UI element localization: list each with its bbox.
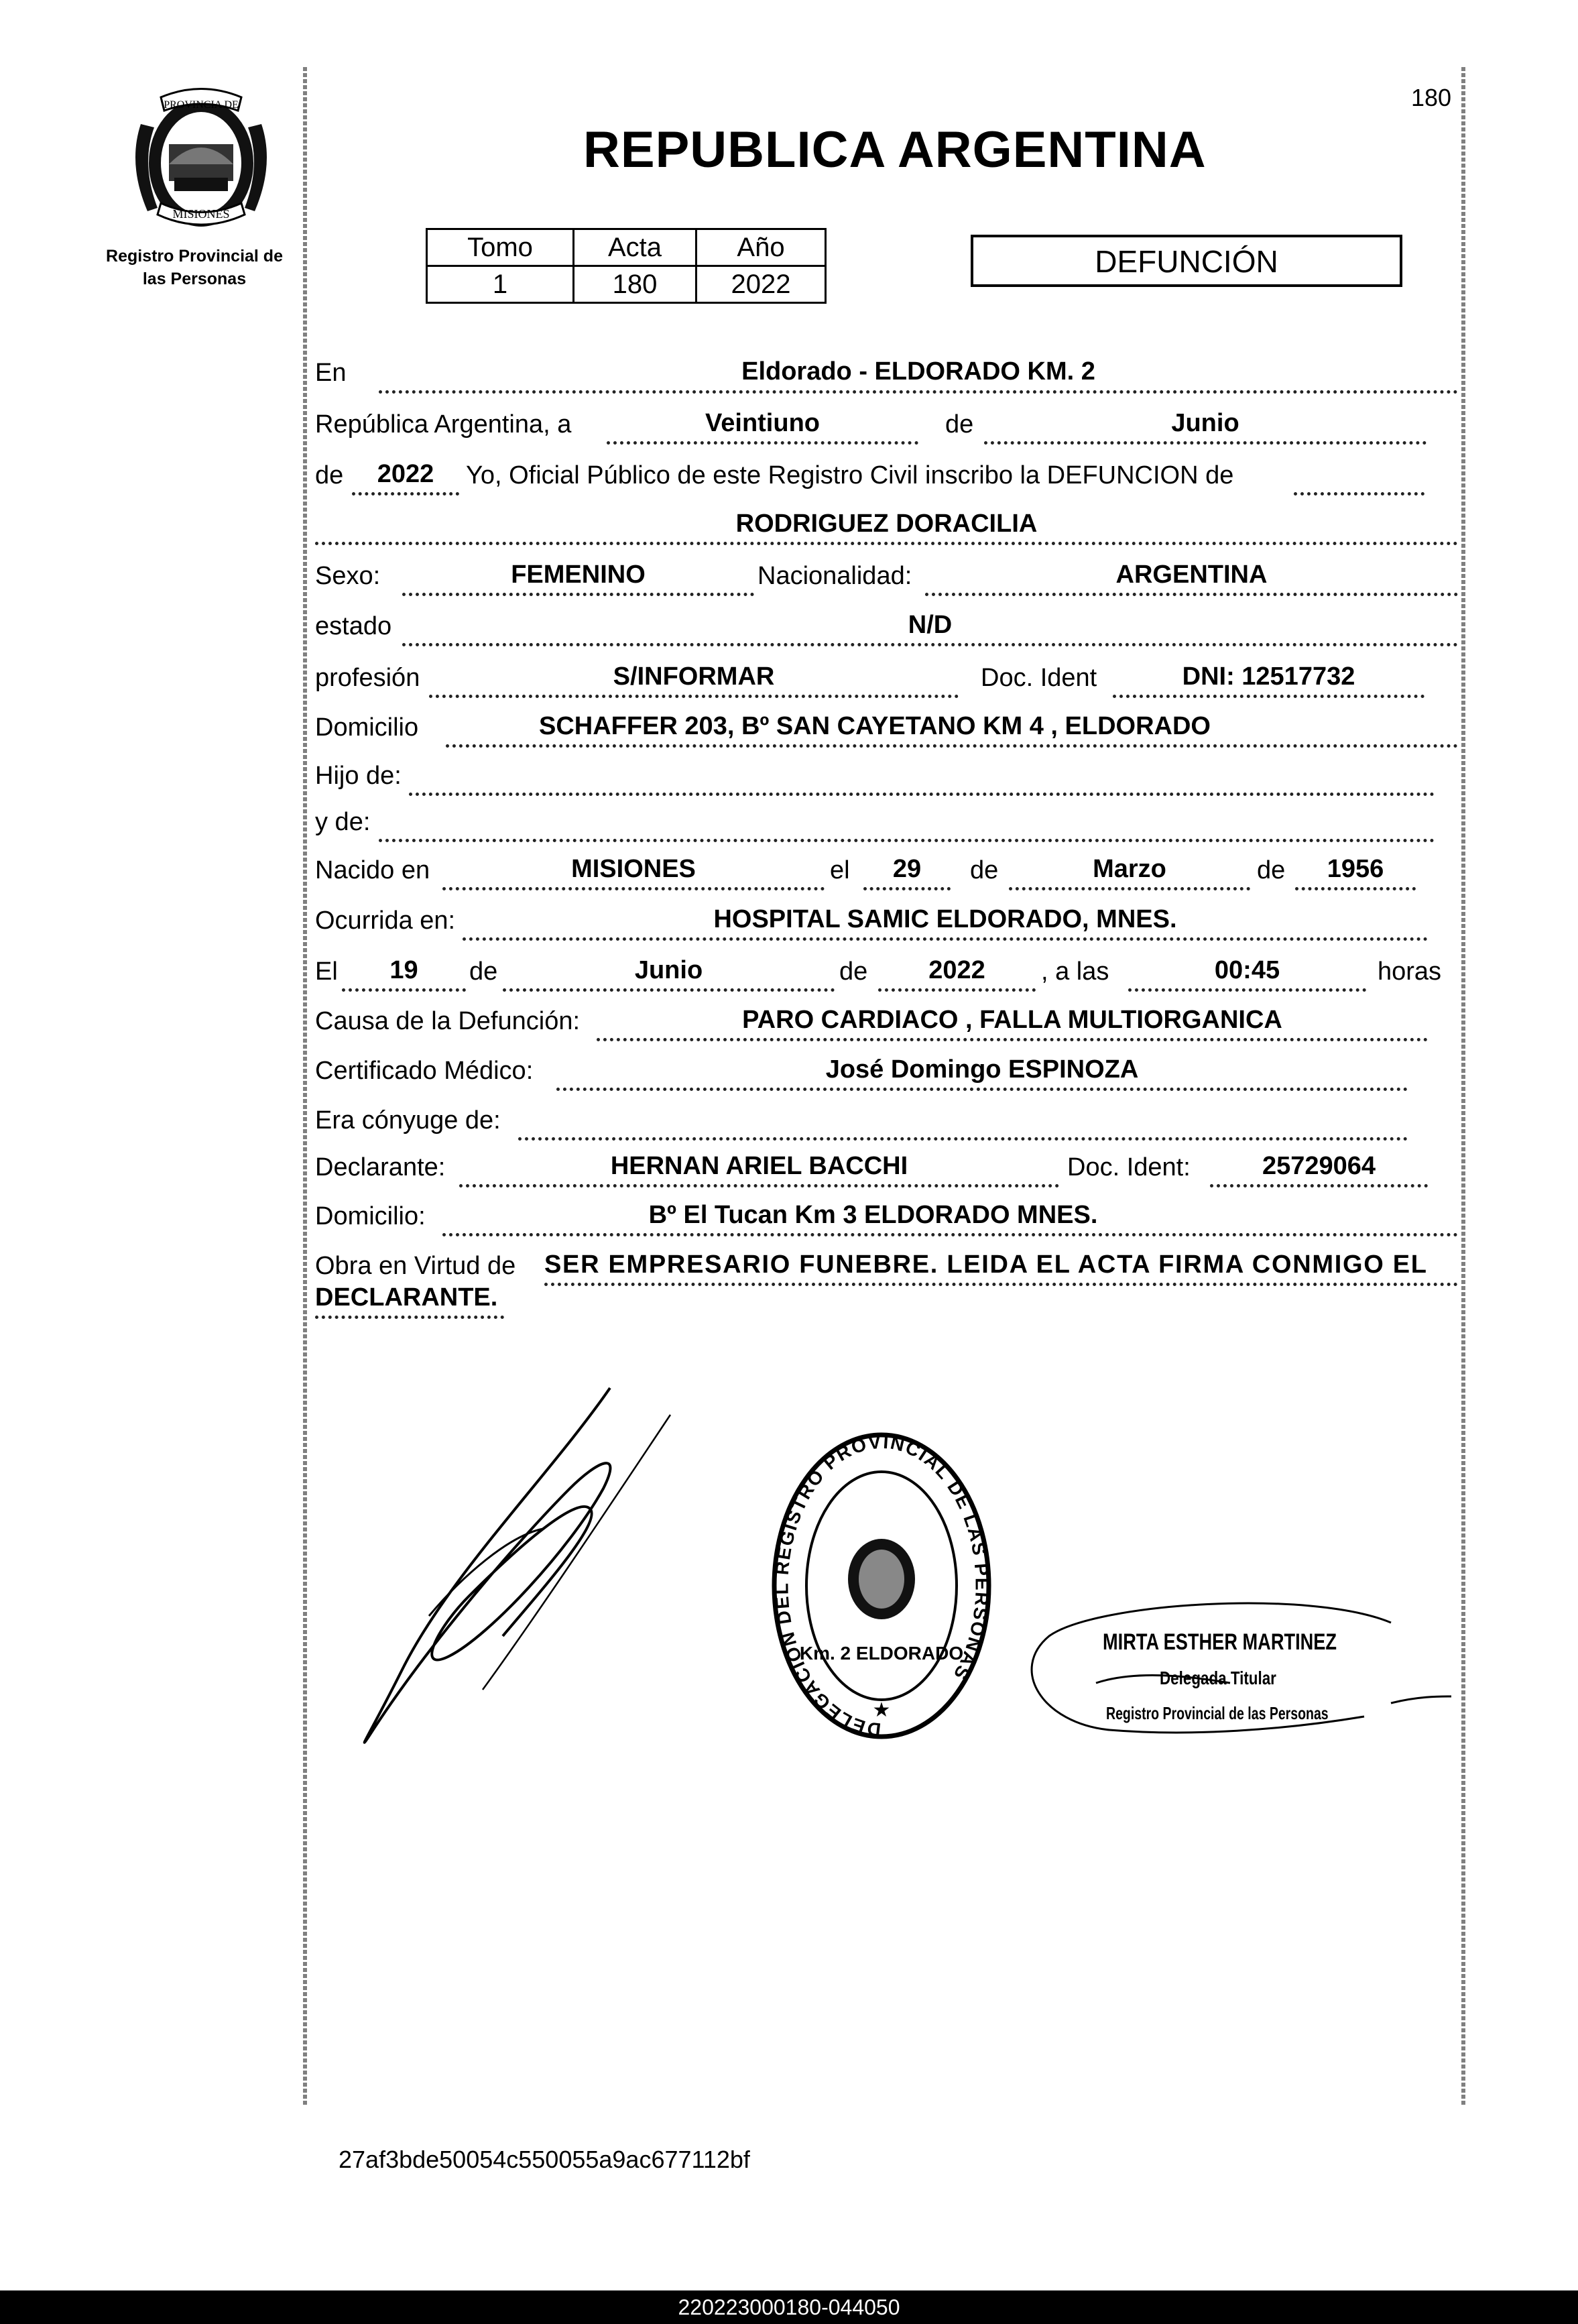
ocurrida-value: HOSPITAL SAMIC ELDORADO, MNES. (713, 905, 1177, 933)
footer-bar (0, 2290, 1578, 2324)
nac-mes-value: Marzo (1093, 855, 1166, 883)
label-oficial: Yo, Oficial Público de este Registro Civil inscribo la DEFUNCION de (466, 461, 1234, 489)
certificado-value: José Domingo ESPINOZA (825, 1055, 1139, 1084)
official-role: Delegada Titular (1160, 1668, 1276, 1688)
line-def-hora (1128, 988, 1366, 992)
nac-anio-value: 1956 (1327, 855, 1384, 883)
profesion-value: S/INFORMAR (613, 662, 775, 691)
line-sexo (402, 593, 754, 596)
estado-value: N/D (908, 611, 953, 639)
label-a-las: , a las (1041, 957, 1109, 986)
def-anio-value: 2022 (928, 956, 985, 984)
tomo-value: 1 (427, 266, 574, 303)
line-documento (1113, 695, 1424, 698)
emblem-top-text: PROVINCIA DE (164, 99, 239, 111)
document-hash: 27af3bde50054c550055a9ac677112bf (339, 2146, 750, 2173)
label-doc-ident: Doc. Ident (981, 664, 1097, 692)
line-def-mes (503, 988, 835, 992)
line-profesion (429, 695, 959, 698)
label-republica: República Argentina, a (315, 410, 572, 439)
right-margin-line (1461, 67, 1465, 2105)
label-doc-ident-2: Doc. Ident: (1067, 1153, 1191, 1181)
emblem-bottom-text: MISIONES (172, 207, 230, 221)
line-def-dia (342, 988, 466, 992)
line-nac-dia (863, 887, 951, 890)
line-conyuge (518, 1137, 1408, 1141)
line-oficial (1294, 492, 1424, 496)
obra-line-1: SER EMPRESARIO FUNEBRE. LEIDA EL ACTA FIRMA CONMIGO EL (544, 1251, 1428, 1279)
line-domicilio-2 (442, 1233, 1458, 1236)
official-office: Registro Provincial de las Personas (1106, 1703, 1329, 1723)
label-de-6: de (839, 957, 868, 986)
causa-value: PARO CARDIACO , FALLA MULTIORGANICA (742, 1006, 1282, 1034)
label-obra-virtud: Obra en Virtud de (315, 1252, 516, 1280)
label-y-de: y de: (315, 808, 371, 836)
footer-code: 220223000180-044050 (678, 2295, 900, 2319)
label-nacido-en: Nacido en (315, 856, 430, 884)
anio-header: Año (696, 229, 826, 266)
line-estado (402, 643, 1458, 646)
label-profesion: profesión (315, 664, 420, 692)
record-type-box: DEFUNCIÓN (971, 235, 1402, 287)
acta-header: Acta (574, 229, 696, 266)
line-declarante (459, 1184, 1059, 1187)
acta-value: 180 (574, 266, 696, 303)
label-El: El (315, 957, 338, 986)
left-margin-line (303, 67, 307, 2105)
label-hijo-de: Hijo de: (315, 762, 402, 790)
registry-label: Registro Provincial de las Personas (106, 247, 283, 288)
line-nacido-en (442, 887, 825, 890)
def-dia-value: 19 (389, 956, 418, 984)
anio-value-text: 2022 (377, 460, 434, 488)
label-el: el (830, 856, 850, 884)
lugar-value: Eldorado - ELDORADO KM. 2 (741, 357, 1095, 386)
line-nacionalidad (925, 593, 1458, 596)
line-mes (984, 441, 1427, 445)
line-declarante-doc (1210, 1184, 1428, 1187)
label-en: En (315, 359, 347, 387)
label-conyuge: Era cónyuge de: (315, 1106, 501, 1135)
mes-value: Junio (1171, 409, 1239, 437)
documento-value: DNI: 12517732 (1182, 662, 1355, 691)
page-title: REPUBLICA ARGENTINA (583, 121, 1207, 178)
nacionalidad-value: ARGENTINA (1115, 561, 1268, 589)
declarante-doc-value: 25729064 (1262, 1152, 1376, 1180)
nacido-en-value: MISIONES (571, 855, 696, 883)
misiones-emblem (127, 84, 275, 238)
def-mes-value: Junio (634, 956, 703, 984)
line-dia (607, 441, 918, 445)
seal-ring-text: DELEGACION DEL REGISTRO PROVINCIAL DE LAS PERSONAS (771, 1431, 993, 1741)
def-hora-value: 00:45 (1214, 956, 1280, 984)
label-declarante: Declarante: (315, 1153, 446, 1181)
domicilio-value: SCHAFFER 203, Bº SAN CAYETANO KM 4 , ELDORADO (538, 712, 1211, 740)
line-anio (352, 492, 459, 496)
line-def-anio (878, 988, 1036, 992)
label-causa: Causa de la Defunción: (315, 1007, 581, 1035)
registry-seal (768, 1428, 995, 1743)
label-de-2: de (315, 461, 344, 489)
label-ocurrida: Ocurrida en: (315, 907, 456, 935)
label-de-5: de (469, 957, 498, 986)
label-domicilio: Domicilio (315, 713, 419, 742)
line-certificado (556, 1088, 1408, 1091)
line-domicilio (446, 744, 1458, 748)
line-en (379, 390, 1458, 394)
label-de-3: de (970, 856, 999, 884)
line-obra-2 (315, 1316, 504, 1319)
svg-text:★: ★ (872, 1698, 891, 1722)
label-certificado: Certificado Médico: (315, 1057, 534, 1085)
label-de-1: de (945, 410, 974, 439)
label-horas: horas (1378, 957, 1442, 986)
nombre-value: RODRIGUEZ DORACILIA (735, 510, 1038, 538)
anio-value: 2022 (696, 266, 826, 303)
dia-value: Veintiuno (705, 409, 820, 437)
line-nombre (315, 542, 1458, 545)
obra-line-2: DECLARANTE. (315, 1283, 498, 1312)
line-y-de (379, 839, 1435, 842)
declarante-signature (349, 1375, 697, 1763)
line-nac-mes (1009, 887, 1250, 890)
label-sexo: Sexo: (315, 562, 381, 590)
sexo-value: FEMENINO (511, 561, 646, 589)
official-name: MIRTA ESTHER MARTINEZ (1103, 1629, 1337, 1655)
tomo-header: Tomo (427, 229, 574, 266)
seal-inner-text: Km. 2 ELDORADO (799, 1643, 964, 1664)
label-estado: estado (315, 612, 392, 640)
page-number: 180 (1411, 84, 1452, 111)
line-nac-anio (1295, 887, 1416, 890)
nac-dia-value: 29 (892, 855, 922, 883)
line-obra-1 (544, 1283, 1458, 1286)
declarante-domicilio-value: Bº El Tucan Km 3 ELDORADO MNES. (648, 1201, 1098, 1229)
line-hijo-de (409, 793, 1435, 796)
label-nacionalidad: Nacionalidad: (757, 562, 912, 590)
label-domicilio-2: Domicilio: (315, 1202, 426, 1230)
line-ocurrida (463, 937, 1428, 941)
label-de-4: de (1257, 856, 1286, 884)
declarante-value: HERNAN ARIEL BACCHI (610, 1152, 908, 1180)
record-table (426, 228, 827, 304)
line-causa (597, 1038, 1428, 1041)
